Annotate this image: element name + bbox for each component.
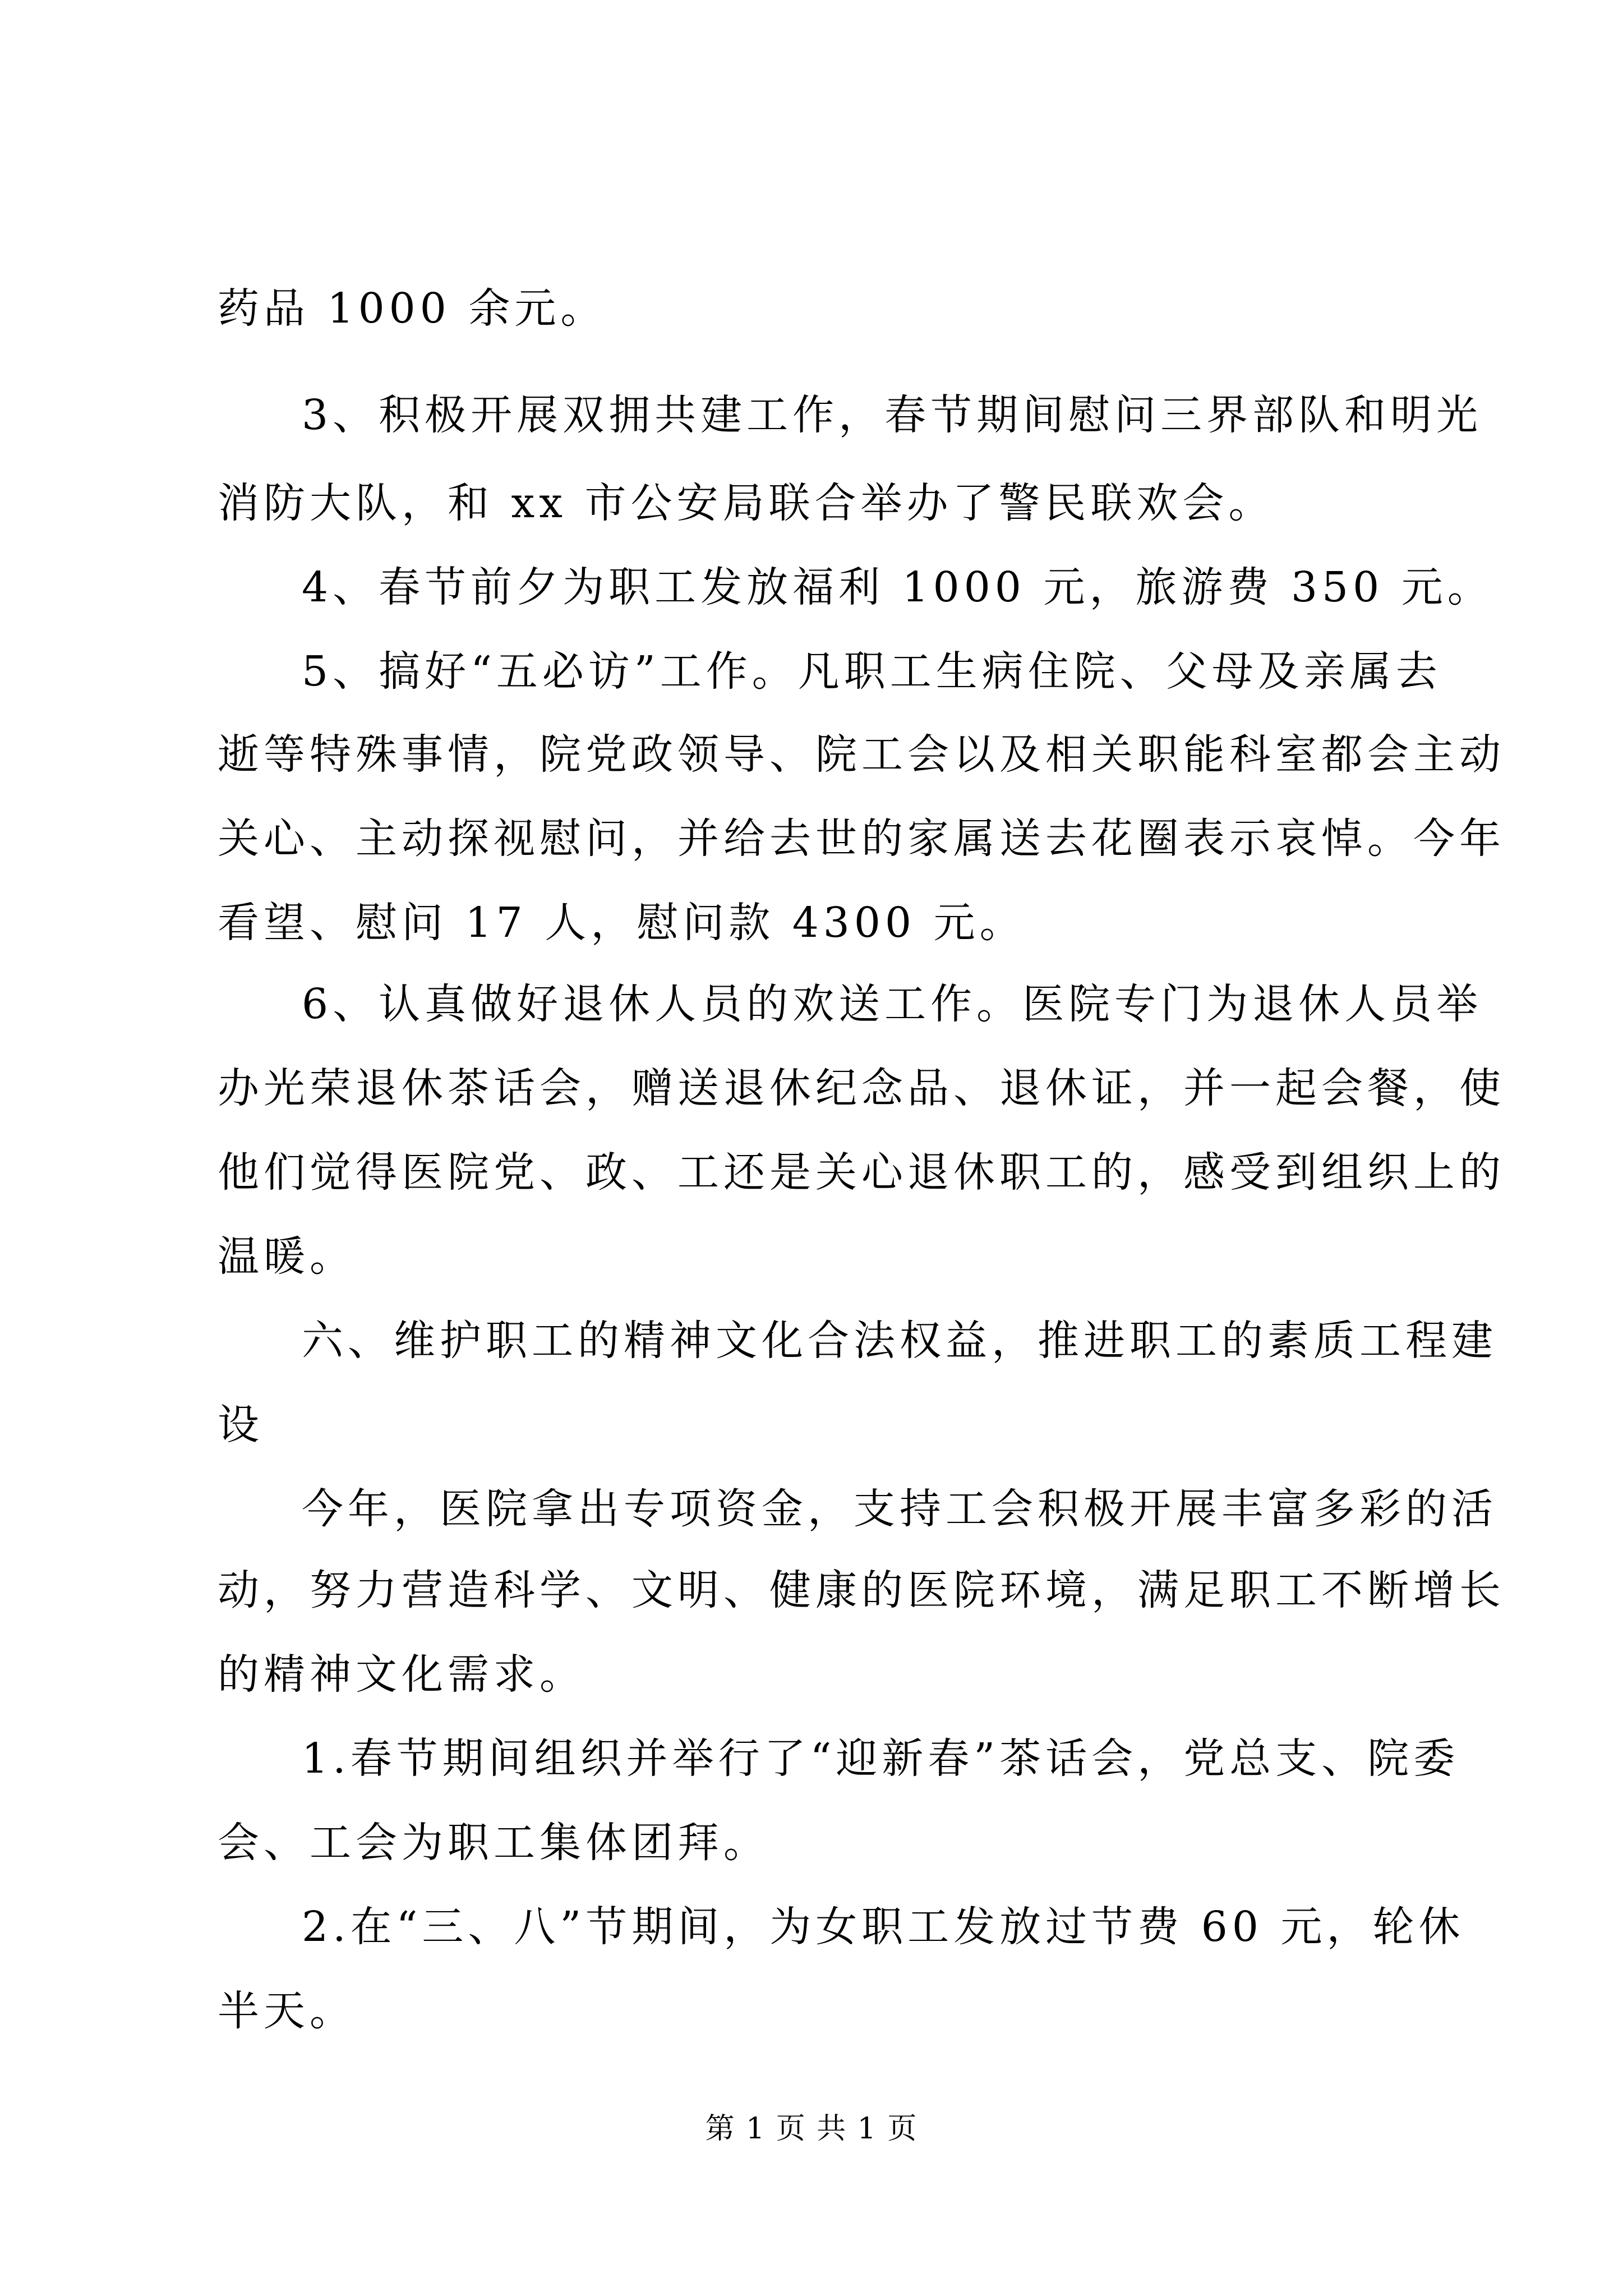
text-line: 会、工会为职工集体团拜。 — [218, 1819, 769, 1867]
text-line: 温暖。 — [218, 1232, 356, 1281]
text-line: 的精神文化需求。 — [218, 1650, 585, 1699]
page-footer: 第 1 页 共 1 页 — [705, 2112, 918, 2146]
text-line: 逝等特殊事情，院党政领导、院工会以及相关职能科室都会主动 — [218, 730, 1505, 779]
text-line: 6、认真做好退休人员的欢送工作。医院专门为退休人员举 — [302, 980, 1483, 1028]
text-line: 5、搞好“五必访”工作。凡职工生病住院、父母及亲属去 — [302, 647, 1442, 696]
text-line: 设 — [218, 1401, 264, 1449]
text-line: 办光荣退休茶话会，赠送退休纪念品、退休证，并一起会餐，使 — [218, 1064, 1505, 1112]
text-line: 关心、主动探视慰问，并给去世的家属送去花圈表示哀悼。今年 — [218, 815, 1505, 863]
text-line: 看望、慰问 17 人，慰问款 4300 元。 — [218, 899, 1026, 947]
text-line: 3、积极开展双拥共建工作，春节期间慰问三界部队和明光 — [302, 391, 1483, 439]
text-line: 六、维护职工的精神文化合法权益，推进职工的素质工程建 — [302, 1317, 1497, 1365]
text-line: 药品 1000 余元。 — [218, 284, 607, 333]
text-line: 1.春节期间组织并举行了“迎新春”茶话会，党总支、院委 — [302, 1734, 1460, 1783]
text-line: 半天。 — [218, 1987, 356, 2035]
text-line: 4、春节前夕为职工发放福利 1000 元，旅游费 350 元。 — [302, 563, 1493, 611]
text-line: 2.在“三、八”节期间，为女职工发放过节费 60 元，轮休 — [302, 1903, 1465, 1951]
text-line: 动，努力营造科学、文明、健康的医院环境，满足职工不断增长 — [218, 1566, 1505, 1614]
text-line: 今年，医院拿出专项资金，支持工会积极开展丰富多彩的活 — [302, 1485, 1497, 1533]
text-line: 消防大队，和 xx 市公安局联合举办了警民联欢会。 — [218, 479, 1275, 527]
text-line: 他们觉得医院党、政、工还是关心退休职工的，感受到组织上的 — [218, 1148, 1505, 1197]
